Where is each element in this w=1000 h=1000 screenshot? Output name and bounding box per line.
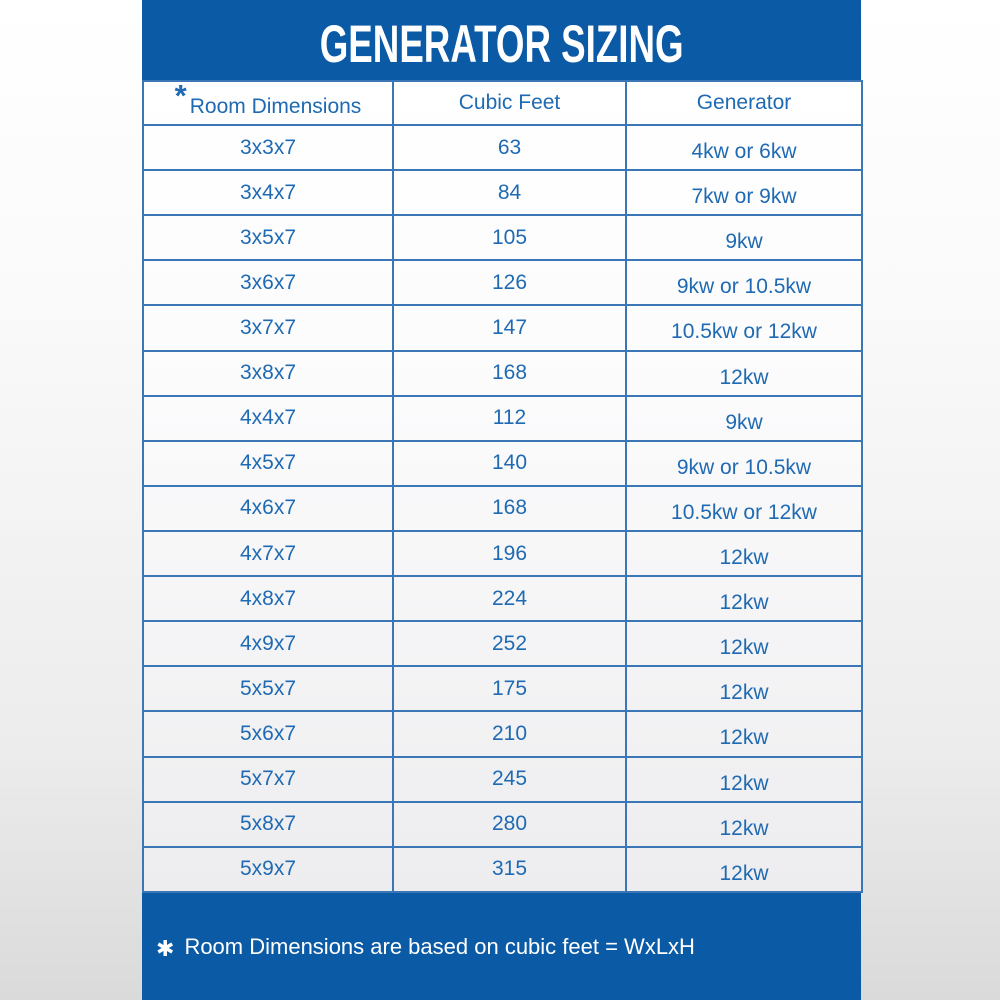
room-dimensions-cell: 3x5x7	[143, 215, 393, 260]
footnote-text: Room Dimensions are based on cubic feet = WxLxH	[184, 933, 695, 959]
cubic-feet-cell: 315	[393, 847, 626, 892]
cubic-feet-cell: 196	[393, 531, 626, 576]
room-dimensions-cell: 4x7x7	[143, 531, 393, 576]
generator-cell: 12kw	[626, 531, 862, 576]
cubic-feet-cell: 168	[393, 351, 626, 396]
generator-cell: 9kw or 10.5kw	[626, 260, 862, 305]
table-row	[143, 576, 862, 621]
cubic-feet-cell: 252	[393, 621, 626, 666]
room-dimensions-cell: 4x8x7	[143, 576, 393, 621]
table-row	[143, 757, 862, 802]
table-row	[143, 305, 862, 350]
room-dimensions-cell: 3x4x7	[143, 170, 393, 215]
table-body	[143, 125, 862, 892]
generator-cell: 12kw	[626, 666, 862, 711]
cubic-feet-cell: 112	[393, 396, 626, 441]
table-row	[143, 351, 862, 396]
table-row	[143, 666, 862, 711]
room-dimensions-cell: 5x7x7	[143, 757, 393, 802]
room-dimensions-cell: 4x4x7	[143, 396, 393, 441]
table-row	[143, 711, 862, 756]
table-row	[143, 260, 862, 305]
generator-cell: 4kw or 6kw	[626, 125, 862, 170]
table-row	[143, 621, 862, 666]
asterisk-icon: *	[174, 78, 187, 113]
generator-cell: 12kw	[626, 757, 862, 802]
page-title: GENERATOR SIZING	[319, 13, 684, 73]
room-dimensions-cell: 3x7x7	[143, 305, 393, 350]
generator-cell: 9kw	[626, 215, 862, 260]
room-dimensions-cell: 5x6x7	[143, 711, 393, 756]
cubic-feet-cell: 63	[393, 125, 626, 170]
room-dimensions-cell: 4x9x7	[143, 621, 393, 666]
room-dimensions-cell: 4x5x7	[143, 441, 393, 486]
column-header-room-dimensions	[143, 78, 393, 125]
generator-cell: 9kw	[626, 396, 862, 441]
title-bar	[142, 0, 861, 80]
table-header-row	[143, 81, 862, 125]
column-header-cubic-feet	[393, 81, 626, 125]
room-dimensions-cell: 3x8x7	[143, 351, 393, 396]
generator-cell: 12kw	[626, 802, 862, 847]
column-header-label: Cubic Feet	[458, 91, 561, 114]
cubic-feet-cell: 175	[393, 666, 626, 711]
cubic-feet-cell: 245	[393, 757, 626, 802]
room-dimensions-cell: 5x8x7	[143, 802, 393, 847]
column-header-label: Room Dimensions	[189, 95, 362, 118]
generator-cell: 12kw	[626, 847, 862, 892]
footnote	[142, 893, 861, 1000]
table-row	[143, 396, 862, 441]
table-row	[143, 215, 862, 260]
room-dimensions-cell: 3x3x7	[143, 125, 393, 170]
generator-cell: 12kw	[626, 351, 862, 396]
room-dimensions-cell: 5x5x7	[143, 666, 393, 711]
cubic-feet-cell: 147	[393, 305, 626, 350]
room-dimensions-cell: 3x6x7	[143, 260, 393, 305]
generator-cell: 9kw or 10.5kw	[626, 441, 862, 486]
room-dimensions-cell: 5x9x7	[143, 847, 393, 892]
room-dimensions-cell: 4x6x7	[143, 486, 393, 531]
table-header	[143, 78, 862, 125]
cubic-feet-cell: 105	[393, 215, 626, 260]
cubic-feet-cell: 224	[393, 576, 626, 621]
generator-cell: 12kw	[626, 711, 862, 756]
generator-sizing-table	[142, 80, 863, 893]
cubic-feet-cell: 140	[393, 441, 626, 486]
table-row	[143, 802, 862, 847]
cubic-feet-cell: 84	[393, 170, 626, 215]
generator-cell: 10.5kw or 12kw	[626, 305, 862, 350]
column-header-generator	[626, 81, 862, 125]
table-row	[143, 441, 862, 486]
cubic-feet-cell: 168	[393, 486, 626, 531]
generator-cell: 12kw	[626, 576, 862, 621]
cubic-feet-cell: 126	[393, 260, 626, 305]
cubic-feet-cell: 210	[393, 711, 626, 756]
cubic-feet-cell: 280	[393, 802, 626, 847]
generator-cell: 7kw or 9kw	[626, 170, 862, 215]
table-row	[143, 125, 862, 170]
table-row	[143, 847, 862, 892]
table-row	[143, 486, 862, 531]
generator-cell: 12kw	[626, 621, 862, 666]
column-header-label: Generator	[696, 91, 792, 114]
table-row	[143, 170, 862, 215]
asterisk-icon: ✱	[156, 935, 175, 961]
generator-cell: 10.5kw or 12kw	[626, 486, 862, 531]
generator-sizing-panel	[142, 0, 861, 1000]
table-row	[143, 531, 862, 576]
